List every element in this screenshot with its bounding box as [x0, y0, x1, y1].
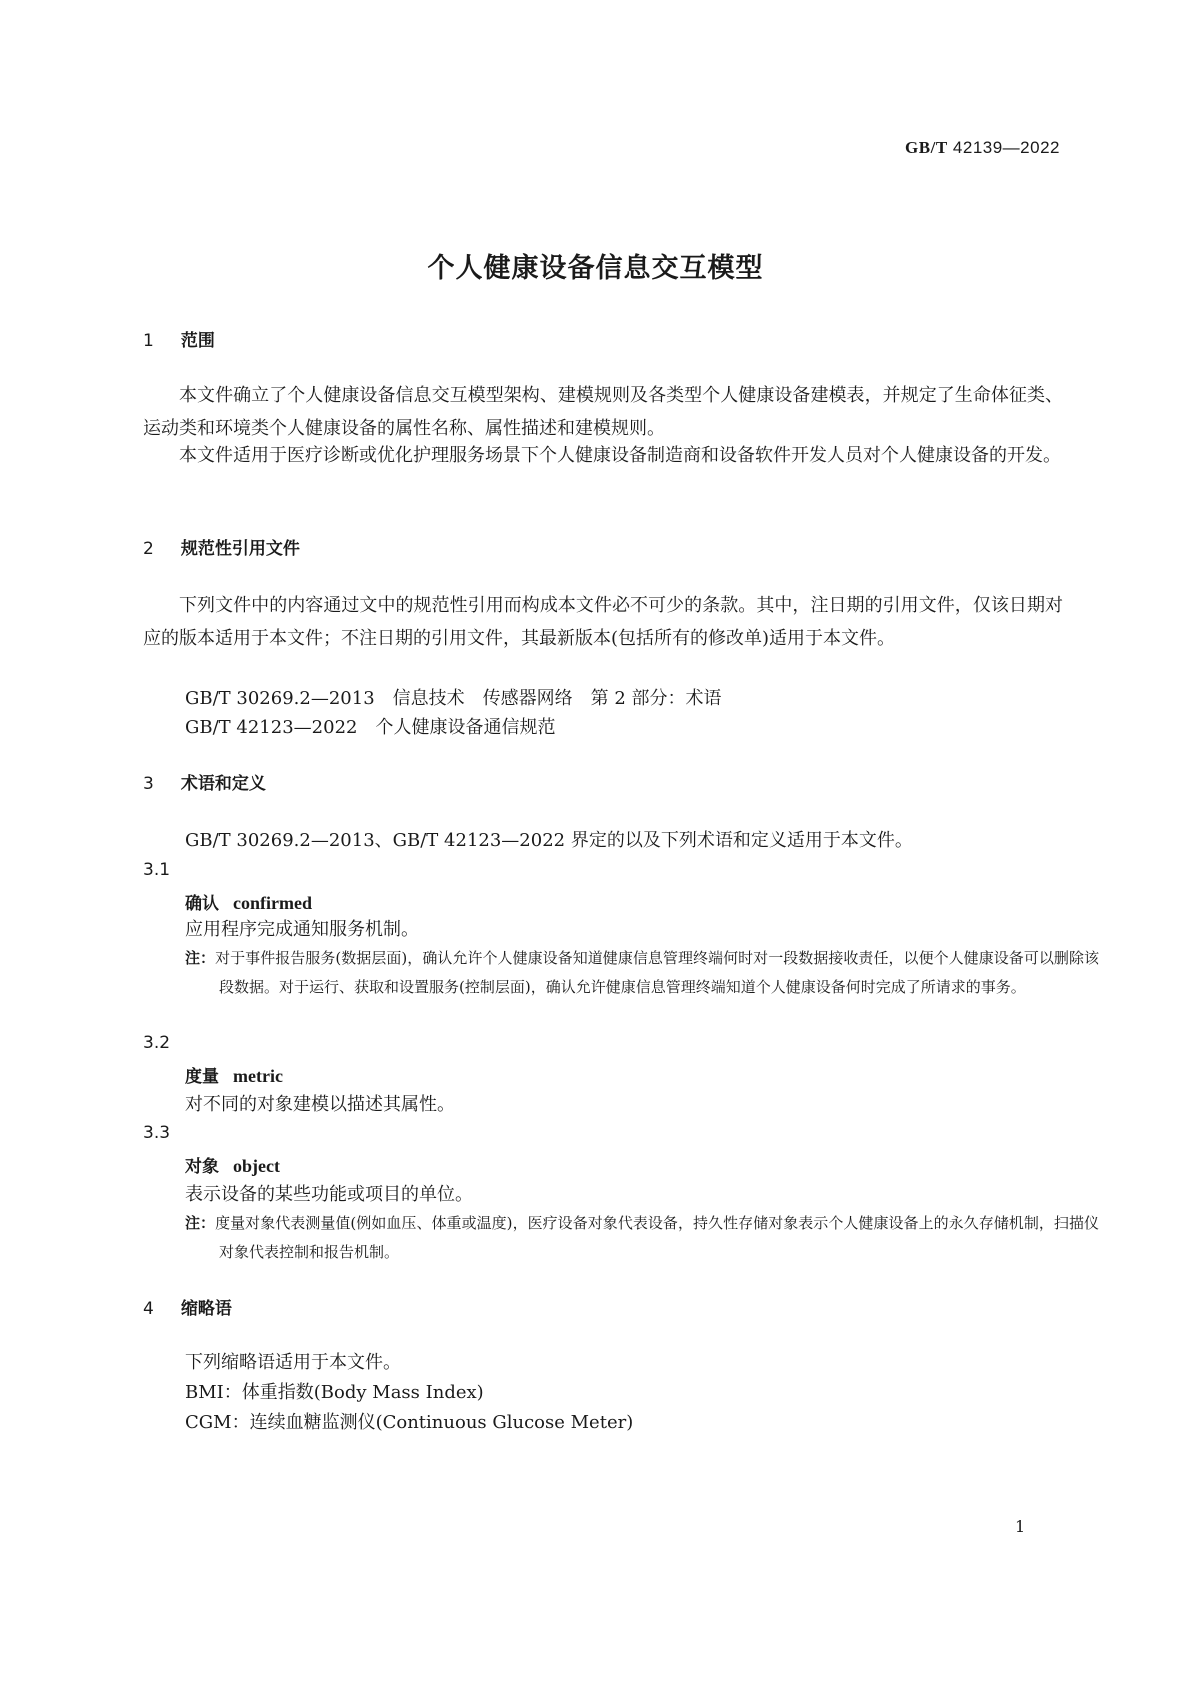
- section-number: 4: [143, 1299, 154, 1319]
- page-number: 1: [1015, 1517, 1026, 1536]
- term-definition: 应用程序完成通知服务机制。: [185, 919, 419, 940]
- section-1-paragraph-2: 本文件适用于医疗诊断或优化护理服务场景下个人健康设备制造商和设备软件开发人员对个人健康设备的开发。: [179, 445, 1061, 466]
- term-definition: 表示设备的某些功能或项目的单位。: [185, 1184, 473, 1205]
- section-3-heading: [143, 769, 266, 794]
- note-text: 度量对象代表测量值(例如血压、体重或温度)，医疗设备对象代表设备，持久性存储对象表示个人健康设备上的永久存储机制，扫描仪对象代表控制和报告机制。: [215, 1214, 1099, 1261]
- term-heading: [185, 1062, 283, 1087]
- standard-code-prefix: GB/T: [905, 138, 948, 157]
- term-number: 3.3: [143, 1123, 171, 1143]
- document-title: 个人健康设备信息交互模型: [427, 253, 764, 284]
- term-heading: [185, 889, 312, 914]
- standard-code: [905, 138, 1060, 158]
- term-en: object: [233, 1156, 280, 1176]
- term-en: metric: [233, 1066, 283, 1086]
- note-text: 对于事件报告服务(数据层面)，确认允许个人健康设备知道健康信息管理终端何时对一段数据接收责任，以便个人健康设备可以删除该段数据。对于运行、获取和设置服务(控制层面)，确认允许健康信息管理终端知道个人健康设备何时完成了所请求的事务。: [215, 949, 1099, 996]
- section-4-heading: [143, 1294, 232, 1319]
- term-zh: 对象: [185, 1157, 219, 1177]
- term-definition: 对不同的对象建模以描述其属性。: [185, 1094, 455, 1115]
- section-title: 范围: [180, 331, 215, 351]
- normative-reference: GB/T 30269.2—2013 信息技术 传感器网络 第 2 部分：术语: [185, 688, 722, 709]
- term-number: 3.2: [143, 1033, 171, 1053]
- normative-reference: GB/T 42123—2022 个人健康设备通信规范: [185, 717, 556, 738]
- note-label: 注：: [185, 1214, 216, 1232]
- standard-code-number: 42139—2022: [952, 138, 1060, 157]
- abbreviation-item: CGM：连续血糖监测仪(Continuous Glucose Meter): [185, 1412, 634, 1433]
- term-zh: 确认: [185, 894, 219, 914]
- section-2-heading: [143, 534, 300, 559]
- term-zh: 度量: [185, 1067, 219, 1087]
- section-3-intro: GB/T 30269.2—2013、GB/T 42123—2022 界定的以及下列术语和定义适用于本文件。: [185, 830, 913, 851]
- term-heading: [185, 1152, 280, 1177]
- section-number: 2: [143, 539, 154, 559]
- section-4-intro: 下列缩略语适用于本文件。: [185, 1352, 401, 1373]
- note-label: 注：: [185, 949, 216, 967]
- section-2-intro: 下列文件中的内容通过文中的规范性引用而构成本文件必不可少的条款。其中，注日期的引用文件，仅该日期对应的版本适用于本文件；不注日期的引用文件，其最新版本(包括所有的修改单)适用于本文件。: [143, 595, 1063, 649]
- section-1-heading: [143, 326, 215, 351]
- term-note: [185, 944, 1099, 1002]
- section-title: 缩略语: [180, 1299, 232, 1319]
- term-number: 3.1: [143, 860, 171, 880]
- term-note: [185, 1209, 1099, 1267]
- section-title: 术语和定义: [180, 774, 266, 794]
- abbreviation-item: BMI：体重指数(Body Mass Index): [185, 1382, 484, 1403]
- section-number: 1: [143, 331, 154, 351]
- section-title: 规范性引用文件: [180, 539, 300, 559]
- term-en: confirmed: [233, 893, 312, 913]
- section-1-paragraph-1: 本文件确立了个人健康设备信息交互模型架构、建模规则及各类型个人健康设备建模表，并规定了生命体征类、运动类和环境类个人健康设备的属性名称、属性描述和建模规则。: [143, 385, 1063, 439]
- section-number: 3: [143, 774, 154, 794]
